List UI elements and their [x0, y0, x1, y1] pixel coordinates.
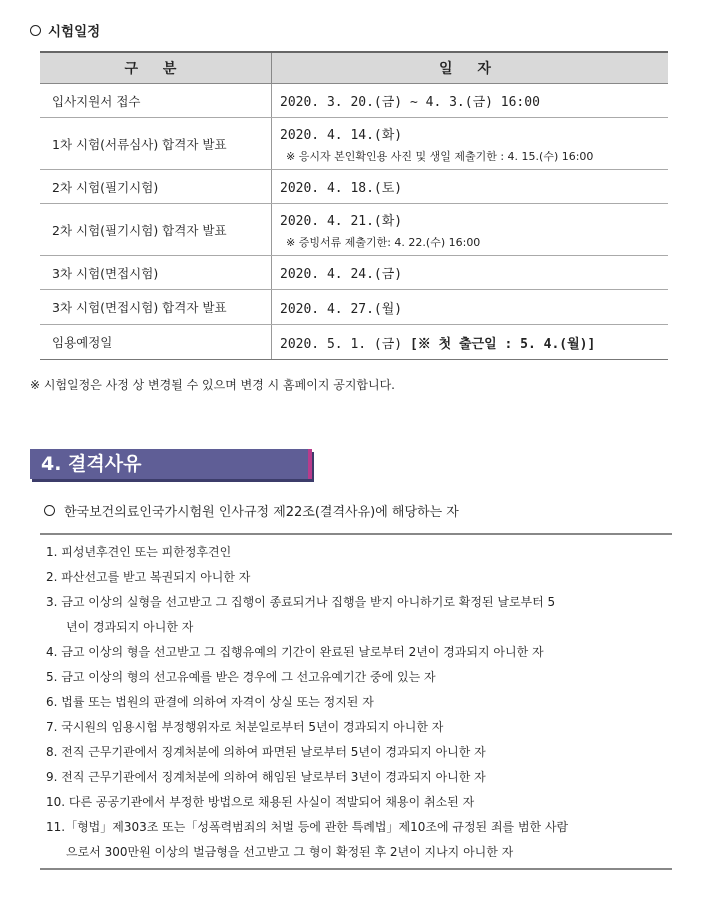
row-label: 1차 시험(서류심사) 합격자 발표 — [40, 118, 272, 170]
item-text: 2. 파산선고를 받고 복권되지 아니한 자 — [46, 570, 251, 584]
divider-top — [40, 533, 672, 535]
section-title-banner: 4. 결격사유 — [30, 449, 312, 479]
row-date: 2020. 4. 24.(금) — [272, 256, 669, 290]
header-date: 일 자 — [272, 52, 669, 84]
circle-bullet-icon — [30, 25, 41, 36]
table-row — [40, 325, 668, 360]
schedule-footnote: ※ 시험일정은 사정 상 변경될 수 있으며 변경 시 홈페이지 공지합니다. — [30, 378, 395, 392]
table-row — [40, 84, 668, 118]
row-label: 임용예정일 — [40, 325, 272, 360]
list-item — [46, 540, 674, 565]
table-row — [40, 256, 668, 290]
row-date: 2020. 3. 20.(금) ~ 4. 3.(금) 16:00 — [272, 84, 669, 118]
intro-text: 한국보건의료인국가시험원 인사규정 제22조(결격사유)에 해당하는 자 — [64, 505, 459, 520]
item-text: 8. 전직 근무기관에서 징계처분에 의하여 파면된 날로부터 5년이 경과되지 아니한 자 — [46, 745, 486, 759]
circle-bullet-icon — [44, 505, 55, 516]
row-date-cell — [272, 118, 669, 170]
list-item — [46, 665, 674, 690]
row-label: 2차 시험(필기시험) — [40, 170, 272, 204]
item-text: 5. 금고 이상의 형의 선고유예를 받은 경우에 그 선고유예기간 중에 있는 자 — [46, 670, 436, 684]
item-text: 11.「형법」제303조 또는「성폭력범죄의 처벌 등에 관한 특례법」제10조에 규정된 죄를 범한 사람 — [46, 820, 569, 834]
divider-bottom — [40, 868, 672, 870]
row-label: 3차 시험(면접시험) — [40, 256, 272, 290]
item-text-continued: 으로서 300만원 이상의 벌금형을 선고받고 그 형이 확정된 후 2년이 지나지 아니한 자 — [66, 845, 514, 859]
row-note: ※ 응시자 본인확인용 사진 및 생일 제출기한 : 4. 15.(수) 16:00 — [286, 149, 594, 163]
table-header-row — [40, 52, 668, 84]
table-row — [40, 290, 668, 325]
list-item — [46, 565, 674, 590]
item-text: 7. 국시원의 임용시험 부정행위자로 처분일로부터 5년이 경과되지 아니한 자 — [46, 720, 444, 734]
item-text-continued: 년이 경과되지 아니한 자 — [66, 620, 194, 634]
list-item — [46, 740, 674, 765]
table-row — [40, 118, 668, 170]
row-date: 2020. 5. 1. (금) — [280, 336, 403, 352]
table-row — [40, 204, 668, 256]
schedule-heading — [30, 20, 100, 40]
row-date: 2020. 4. 18.(토) — [272, 170, 669, 204]
row-label: 입사지원서 접수 — [40, 84, 272, 118]
row-label: 2차 시험(필기시험) 합격자 발표 — [40, 204, 272, 256]
schedule-heading-text: 시험일정 — [48, 24, 101, 40]
list-item — [46, 690, 674, 715]
item-text: 10. 다른 공공기관에서 부정한 방법으로 채용된 사실이 적발되어 채용이 취소된 자 — [46, 795, 475, 809]
disqualification-list — [46, 540, 674, 865]
first-workday-note: [※ 첫 출근일 : 5. 4.(월)] — [409, 336, 596, 352]
list-item — [46, 640, 674, 665]
row-date-cell — [272, 325, 669, 360]
item-text: 9. 전직 근무기관에서 징계처분에 의하여 해임된 날로부터 3년이 경과되지 아니한 자 — [46, 770, 486, 784]
header-category: 구 분 — [40, 52, 272, 84]
table-row — [40, 170, 668, 204]
list-item — [46, 815, 674, 865]
list-item — [46, 790, 674, 815]
row-date: 2020. 4. 27.(월) — [272, 290, 669, 325]
schedule-table — [40, 51, 668, 360]
item-text: 6. 법률 또는 법원의 판결에 의하여 자격이 상실 또는 정지된 자 — [46, 695, 374, 709]
row-note: ※ 증빙서류 제출기한: 4. 22.(수) 16:00 — [286, 235, 481, 249]
row-label: 3차 시험(면접시험) 합격자 발표 — [40, 290, 272, 325]
row-date-cell — [272, 204, 669, 256]
item-text: 3. 금고 이상의 실형을 선고받고 그 집행이 종료되거나 집행을 받지 아니하기로 확정된 날로부터 5 — [46, 595, 556, 609]
list-item — [46, 765, 674, 790]
item-text: 4. 금고 이상의 형을 선고받고 그 집행유예의 기간이 완료된 날로부터 2년이 경과되지 아니한 자 — [46, 645, 544, 659]
row-date: 2020. 4. 21.(화) — [280, 213, 403, 229]
disqualification-intro — [44, 501, 459, 520]
item-text: 1. 피성년후견인 또는 피한정후견인 — [46, 545, 232, 559]
list-item — [46, 590, 674, 640]
list-item — [46, 715, 674, 740]
row-date: 2020. 4. 14.(화) — [280, 127, 403, 143]
